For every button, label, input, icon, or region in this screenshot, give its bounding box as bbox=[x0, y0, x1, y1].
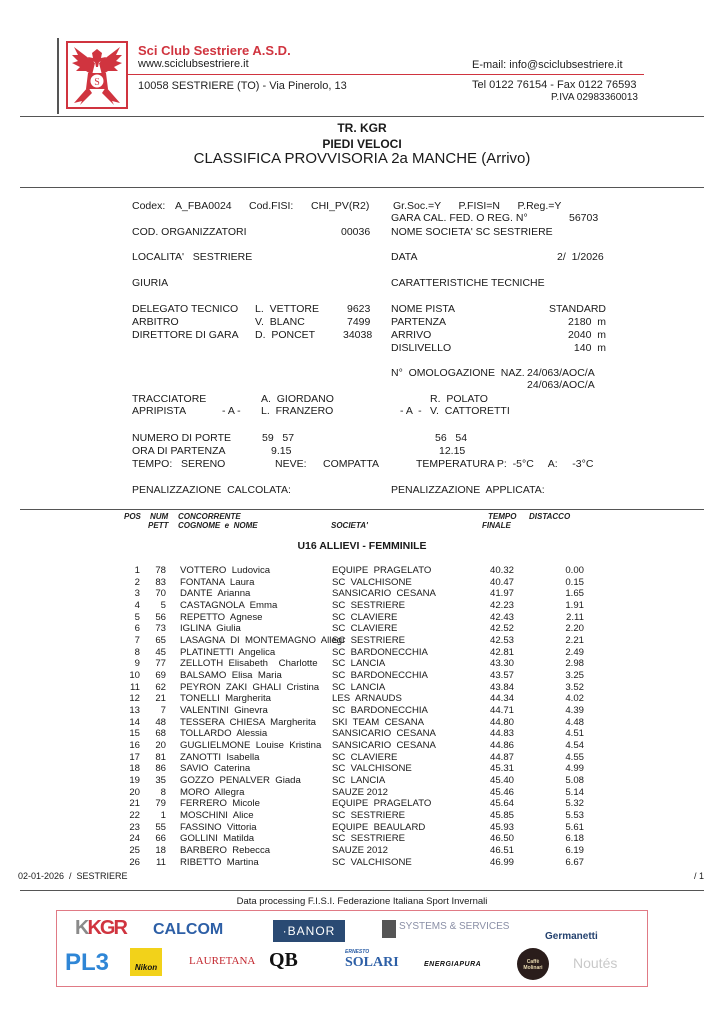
row-gap: 2.98 bbox=[565, 658, 584, 670]
penalizzazione-applicata: PENALIZZAZIONE APPLICATA: bbox=[391, 484, 545, 496]
row-gap: 1.91 bbox=[565, 600, 584, 611]
row-club: SC SESTRIERE bbox=[332, 635, 406, 646]
row-position: 8 bbox=[134, 646, 140, 658]
row-bib-number: 79 bbox=[155, 798, 166, 810]
row-club: SC SESTRIERE bbox=[332, 809, 406, 821]
row-final-time: 45.85 bbox=[489, 809, 514, 821]
col-header-distacco: DISTACCO bbox=[529, 512, 571, 521]
table-row bbox=[0, 857, 724, 868]
sponsor-lauretana-logo: LAURETANA bbox=[189, 955, 256, 967]
codex-label: Codex: bbox=[132, 200, 166, 212]
col-header-tempo: TEMPO bbox=[488, 512, 517, 521]
row-gap: 0.00 bbox=[565, 565, 584, 576]
tech-label: ARRIVO bbox=[391, 329, 432, 341]
row-club: SC BARDONECCHIA bbox=[332, 704, 428, 716]
row-club: SC SESTRIERE bbox=[332, 833, 406, 845]
row-position: 3 bbox=[134, 588, 140, 600]
row-final-time: 41.97 bbox=[489, 588, 514, 600]
row-athlete-name: IGLINA Giulia bbox=[180, 623, 241, 635]
row-final-time: 45.40 bbox=[489, 774, 514, 786]
col-header-cognome-nome: COGNOME e NOME bbox=[178, 521, 258, 530]
row-bib-number: 73 bbox=[155, 623, 166, 635]
header-vertical-rule bbox=[57, 38, 59, 114]
row-position: 18 bbox=[129, 763, 140, 775]
cod-org-value: 00036 bbox=[341, 226, 371, 238]
tech-label: DISLIVELLO bbox=[391, 342, 452, 354]
codfisi-value: CHI_PV(R2) bbox=[311, 200, 370, 212]
gara-label: GARA CAL. FED. O REG. N° bbox=[391, 212, 528, 224]
row-position: 4 bbox=[134, 600, 140, 611]
row-athlete-name: FERRERO Micole bbox=[180, 798, 260, 810]
row-gap: 3.52 bbox=[565, 681, 584, 693]
data-processing-note: Data processing F.I.S.I. Federazione Italiana Sport Invernali bbox=[236, 896, 488, 907]
row-gap: 2.21 bbox=[565, 635, 584, 646]
sponsor-solari-logo: SOLARI bbox=[345, 955, 399, 970]
row-gap: 6.18 bbox=[565, 833, 584, 845]
row-bib-number: 65 bbox=[155, 635, 166, 646]
club-vat: P.IVA 02983360013 bbox=[551, 92, 638, 103]
porte-1: 59 57 bbox=[262, 432, 295, 444]
sponsor-qb-logo: QB bbox=[269, 949, 298, 971]
row-club: SC VALCHISONE bbox=[332, 576, 412, 588]
title-divider bbox=[20, 187, 704, 188]
row-athlete-name: FASSINO Vittoria bbox=[180, 821, 257, 833]
col-header-num: NUM bbox=[150, 512, 169, 521]
table-row bbox=[0, 775, 724, 786]
footer-divider bbox=[20, 890, 704, 891]
row-club: SC SESTRIERE bbox=[332, 600, 406, 611]
row-gap: 5.14 bbox=[565, 786, 584, 798]
societa-label: NOME SOCIETA' SC SESTRIERE bbox=[391, 226, 553, 238]
row-position: 19 bbox=[129, 774, 140, 786]
row-gap: 3.25 bbox=[565, 669, 584, 681]
row-gap: 2.20 bbox=[565, 623, 584, 635]
row-position: 6 bbox=[134, 623, 140, 635]
row-bib-number: 5 bbox=[160, 600, 166, 611]
club-email-link[interactable]: E-mail: info@sciclubsestriere.it bbox=[472, 59, 623, 71]
row-final-time: 45.64 bbox=[489, 798, 514, 810]
neve-value: COMPATTA bbox=[323, 458, 379, 470]
row-bib-number: 56 bbox=[155, 611, 166, 623]
flags: Gr.Soc.=Y P.FISI=N P.Reg.=Y bbox=[393, 200, 562, 212]
col-header-finale: FINALE bbox=[482, 521, 511, 530]
row-final-time: 45.93 bbox=[489, 821, 514, 833]
footer-date-place: 02-01-2026 / SESTRIERE bbox=[18, 871, 128, 881]
club-phone-fax: Tel 0122 76154 - Fax 0122 76593 bbox=[472, 79, 637, 91]
row-athlete-name: TONELLI Margherita bbox=[180, 693, 271, 705]
data-label: DATA bbox=[391, 251, 418, 263]
table-row bbox=[0, 693, 724, 704]
row-position: 22 bbox=[129, 809, 140, 821]
row-final-time: 42.53 bbox=[489, 635, 514, 646]
row-athlete-name: RIBETTO Martina bbox=[180, 856, 259, 868]
row-position: 14 bbox=[129, 716, 140, 728]
row-bib-number: 1 bbox=[160, 809, 166, 821]
club-website-link[interactable]: www.sciclubsestriere.it bbox=[138, 58, 249, 70]
row-final-time: 44.80 bbox=[489, 716, 514, 728]
col-header-concorrente: CONCORRENTE bbox=[178, 512, 241, 521]
row-athlete-name: GOLLINI Matilda bbox=[180, 833, 255, 845]
row-bib-number: 62 bbox=[155, 681, 166, 693]
ora-label: ORA DI PARTENZA bbox=[132, 445, 226, 457]
sponsor-box bbox=[56, 910, 648, 987]
table-row bbox=[0, 798, 724, 809]
row-bib-number: 70 bbox=[155, 588, 166, 600]
row-gap: 5.61 bbox=[565, 821, 584, 833]
row-athlete-name: BARBERO Rebecca bbox=[180, 844, 271, 856]
table-row bbox=[0, 717, 724, 728]
sponsor-pl3-logo: PL3 bbox=[65, 949, 110, 976]
row-club: SC VALCHISONE bbox=[332, 856, 412, 868]
row-gap: 5.32 bbox=[565, 798, 584, 810]
row-gap: 4.99 bbox=[565, 763, 584, 775]
row-final-time: 44.34 bbox=[489, 693, 514, 705]
row-gap: 4.55 bbox=[565, 751, 584, 763]
omologazione-2: 24/063/AOC/A bbox=[527, 379, 595, 391]
row-bib-number: 66 bbox=[155, 833, 166, 845]
row-bib-number: 21 bbox=[155, 693, 166, 705]
row-final-time: 44.83 bbox=[489, 728, 514, 740]
row-club: SC VALCHISONE bbox=[332, 763, 412, 775]
table-row bbox=[0, 845, 724, 856]
table-row bbox=[0, 647, 724, 658]
club-name: Sci Club Sestriere A.S.D. bbox=[138, 43, 291, 58]
sponsor-solari-top: ERNESTO bbox=[345, 949, 370, 955]
tech-label: NOME PISTA bbox=[391, 303, 455, 315]
apripista-2: V. CATTORETTI bbox=[430, 405, 510, 417]
sponsor-banor-logo: ·BANOR bbox=[273, 920, 345, 942]
row-final-time: 44.86 bbox=[489, 739, 514, 751]
table-row bbox=[0, 670, 724, 681]
table-row bbox=[0, 763, 724, 774]
table-row bbox=[0, 728, 724, 739]
giuria-label: GIURIA bbox=[132, 277, 169, 289]
row-bib-number: 55 bbox=[155, 821, 166, 833]
row-position: 9 bbox=[134, 658, 140, 670]
info-divider bbox=[20, 509, 704, 510]
omologazione-1: 24/063/AOC/A bbox=[527, 367, 595, 379]
row-gap: 5.53 bbox=[565, 809, 584, 821]
row-athlete-name: TOLLARDO Alessia bbox=[180, 728, 268, 740]
table-row bbox=[0, 635, 724, 646]
col-header-pett: PETT bbox=[148, 521, 169, 530]
row-club: SAUZE 2012 bbox=[332, 786, 388, 798]
row-bib-number: 81 bbox=[155, 751, 166, 763]
eagle-icon bbox=[68, 43, 126, 107]
row-bib-number: 11 bbox=[156, 856, 166, 868]
race-title-line3: CLASSIFICA PROVVISORIA 2a MANCHE (Arrivo) bbox=[193, 150, 531, 167]
row-athlete-name: LASAGNA DI MONTEMAGNO Allegr bbox=[180, 635, 346, 646]
row-bib-number: 35 bbox=[155, 774, 166, 786]
row-position: 1 bbox=[134, 565, 140, 576]
table-row bbox=[0, 658, 724, 669]
gara-number: 56703 bbox=[569, 212, 599, 224]
row-athlete-name: PLATINETTI Angelica bbox=[180, 646, 276, 658]
row-final-time: 46.50 bbox=[489, 833, 514, 845]
official-role: DELEGATO TECNICO bbox=[132, 303, 239, 315]
row-final-time: 45.31 bbox=[489, 763, 514, 775]
row-athlete-name: DANTE Arianna bbox=[180, 588, 251, 600]
table-row bbox=[0, 600, 724, 611]
row-gap: 2.49 bbox=[565, 646, 584, 658]
race-title-line2: PIEDI VELOCI bbox=[322, 137, 402, 151]
svg-text:S: S bbox=[94, 77, 100, 88]
row-final-time: 44.71 bbox=[489, 704, 514, 716]
row-club: SANSICARIO CESANA bbox=[332, 739, 436, 751]
ora-2: 12.15 bbox=[439, 445, 466, 457]
table-row bbox=[0, 833, 724, 844]
table-row bbox=[0, 810, 724, 821]
porte-label: NUMERO DI PORTE bbox=[132, 432, 231, 444]
row-club: EQUIPE PRAGELATO bbox=[332, 798, 432, 810]
race-title-line1: TR. KGR bbox=[337, 121, 387, 135]
row-position: 2 bbox=[134, 576, 140, 588]
row-bib-number: 18 bbox=[155, 844, 166, 856]
row-athlete-name: BALSAMO Elisa Maria bbox=[180, 669, 282, 681]
row-bib-number: 86 bbox=[155, 763, 166, 775]
row-club: SC BARDONECCHIA bbox=[332, 646, 428, 658]
sponsor-calcom-logo: CALCOM bbox=[153, 921, 224, 938]
row-position: 26 bbox=[129, 856, 140, 868]
row-gap: 6.67 bbox=[565, 856, 584, 868]
table-row bbox=[0, 740, 724, 751]
apripista-a1: - A - bbox=[222, 405, 241, 417]
official-code: 34038 bbox=[343, 329, 373, 341]
row-club: SANSICARIO CESANA bbox=[332, 728, 436, 740]
official-code: 9623 bbox=[347, 303, 371, 315]
row-athlete-name: GOZZO PENALVER Giada bbox=[180, 774, 301, 786]
tracciatore-1: A. GIORDANO bbox=[261, 393, 334, 405]
row-athlete-name: FONTANA Laura bbox=[180, 576, 255, 588]
row-gap: 2.11 bbox=[566, 611, 584, 623]
table-row bbox=[0, 612, 724, 623]
row-position: 10 bbox=[129, 669, 140, 681]
row-bib-number: 7 bbox=[160, 704, 166, 716]
table-row bbox=[0, 705, 724, 716]
row-club: SC LANCIA bbox=[332, 658, 386, 670]
codfisi-label: Cod.FISI: bbox=[249, 200, 294, 212]
row-final-time: 43.30 bbox=[489, 658, 514, 670]
codex-value: A_FBA0024 bbox=[175, 200, 232, 212]
row-athlete-name: ZANOTTI Isabella bbox=[180, 751, 260, 763]
ora-1: 9.15 bbox=[271, 445, 292, 457]
sponsor-germanetti-logo: Germanetti bbox=[545, 931, 598, 942]
row-gap: 5.08 bbox=[565, 774, 584, 786]
row-gap: 1.65 bbox=[565, 588, 584, 600]
table-row bbox=[0, 623, 724, 634]
row-athlete-name: ZELLOTH Elisabeth Charlotte bbox=[180, 658, 318, 670]
row-bib-number: 48 bbox=[155, 716, 166, 728]
row-athlete-name: VALENTINI Ginevra bbox=[180, 704, 268, 716]
cod-org-label: COD. ORGANIZZATORI bbox=[132, 226, 247, 238]
row-position: 23 bbox=[129, 821, 140, 833]
row-position: 13 bbox=[129, 704, 140, 716]
row-final-time: 40.32 bbox=[489, 565, 514, 576]
tech-value: 2040 m bbox=[568, 329, 606, 341]
row-bib-number: 78 bbox=[155, 565, 166, 576]
neve-label: NEVE: bbox=[275, 458, 307, 470]
club-logo bbox=[66, 41, 128, 109]
header-red-divider bbox=[128, 74, 644, 75]
row-bib-number: 45 bbox=[155, 646, 166, 658]
row-position: 17 bbox=[129, 751, 140, 763]
row-club: SC LANCIA bbox=[332, 681, 386, 693]
official-name: V. BLANC bbox=[255, 316, 305, 328]
row-final-time: 42.23 bbox=[489, 600, 514, 611]
sponsor-systems-logo: SYSTEMS & SERVICES bbox=[399, 921, 510, 932]
row-club: SC CLAVIERE bbox=[332, 623, 398, 635]
localita: LOCALITA' SESTRIERE bbox=[132, 251, 253, 263]
row-gap: 4.48 bbox=[565, 716, 584, 728]
row-bib-number: 8 bbox=[160, 786, 166, 798]
sponsor-nikon-logo: Nikon bbox=[130, 948, 162, 976]
row-final-time: 43.84 bbox=[489, 681, 514, 693]
col-header-societa: SOCIETA' bbox=[331, 521, 368, 530]
row-athlete-name: CASTAGNOLA Emma bbox=[180, 600, 278, 611]
apripista-label: APRIPISTA bbox=[132, 405, 187, 417]
row-bib-number: 77 bbox=[155, 658, 166, 670]
row-club: SC BARDONECCHIA bbox=[332, 669, 428, 681]
row-club: LES ARNAUDS bbox=[332, 693, 402, 705]
official-code: 7499 bbox=[347, 316, 371, 328]
row-gap: 4.02 bbox=[565, 693, 584, 705]
row-final-time: 42.52 bbox=[489, 623, 514, 635]
row-position: 24 bbox=[129, 833, 140, 845]
row-gap: 4.51 bbox=[565, 728, 584, 740]
row-athlete-name: SAVIO Caterina bbox=[180, 763, 251, 775]
row-final-time: 45.46 bbox=[489, 786, 514, 798]
row-final-time: 46.51 bbox=[489, 844, 514, 856]
tech-value: 2180 m bbox=[568, 316, 606, 328]
row-final-time: 42.43 bbox=[489, 611, 514, 623]
row-final-time: 40.47 bbox=[489, 576, 514, 588]
apripista-1: L. FRANZERO bbox=[261, 405, 334, 417]
official-role: ARBITRO bbox=[132, 316, 179, 328]
table-row bbox=[0, 588, 724, 599]
row-gap: 6.19 bbox=[565, 844, 584, 856]
row-bib-number: 68 bbox=[155, 728, 166, 740]
tracciatore-2: R. POLATO bbox=[430, 393, 488, 405]
sponsor-energiapura-logo: ENERGIAPURA bbox=[424, 961, 482, 968]
row-bib-number: 83 bbox=[155, 576, 166, 588]
club-address: 10058 SESTRIERE (TO) - Via Pinerolo, 13 bbox=[138, 80, 347, 92]
row-final-time: 43.57 bbox=[489, 669, 514, 681]
row-club: EQUIPE BEAULARD bbox=[332, 821, 426, 833]
row-club: SC CLAVIERE bbox=[332, 611, 398, 623]
row-gap: 4.39 bbox=[565, 704, 584, 716]
tech-value: STANDARD bbox=[549, 303, 606, 315]
table-row bbox=[0, 565, 724, 576]
row-athlete-name: REPETTO Agnese bbox=[180, 611, 263, 623]
row-athlete-name: VOTTERO Ludovica bbox=[180, 565, 271, 576]
row-athlete-name: TESSERA CHIESA Margherita bbox=[180, 716, 316, 728]
sponsor-molinari-logo: Caffè Molinari bbox=[517, 948, 549, 980]
row-club: EQUIPE PRAGELATO bbox=[332, 565, 432, 576]
omologazione-label: N° OMOLOGAZIONE NAZ. bbox=[391, 367, 525, 379]
footer-page-number: / 1 bbox=[693, 871, 704, 881]
sponsor-systems-mark bbox=[382, 920, 396, 938]
table-row bbox=[0, 577, 724, 588]
table-row bbox=[0, 752, 724, 763]
row-athlete-name: MOSCHINI Alice bbox=[180, 809, 254, 821]
row-position: 5 bbox=[134, 611, 140, 623]
tech-label: PARTENZA bbox=[391, 316, 447, 328]
header-divider bbox=[20, 116, 704, 117]
row-position: 20 bbox=[129, 786, 140, 798]
porte-2: 56 54 bbox=[435, 432, 468, 444]
tempo-meteo: TEMPO: SERENO bbox=[132, 458, 226, 470]
category-heading: U16 ALLIEVI - FEMMINILE bbox=[297, 540, 427, 552]
row-bib-number: 20 bbox=[155, 739, 166, 751]
tracciatore-label: TRACCIATORE bbox=[132, 393, 207, 405]
col-header-pos: POS bbox=[124, 512, 141, 521]
row-position: 16 bbox=[129, 739, 140, 751]
temperatura: TEMPERATURA P: -5°C A: -3°C bbox=[416, 458, 594, 470]
official-role: DIRETTORE DI GARA bbox=[132, 329, 239, 341]
official-name: L. VETTORE bbox=[255, 303, 319, 315]
table-row bbox=[0, 682, 724, 693]
row-club: SC CLAVIERE bbox=[332, 751, 398, 763]
row-club: SANSICARIO CESANA bbox=[332, 588, 436, 600]
table-row bbox=[0, 787, 724, 798]
table-row bbox=[0, 822, 724, 833]
row-athlete-name: PEYRON ZAKI GHALI Cristina bbox=[180, 681, 320, 693]
row-club: SKI TEAM CESANA bbox=[332, 716, 425, 728]
row-position: 12 bbox=[129, 693, 140, 705]
row-position: 21 bbox=[129, 798, 140, 810]
row-bib-number: 69 bbox=[155, 669, 166, 681]
row-position: 11 bbox=[130, 681, 140, 693]
row-athlete-name: GUGLIELMONE Louise Kristina bbox=[180, 739, 322, 751]
row-final-time: 44.87 bbox=[489, 751, 514, 763]
row-final-time: 46.99 bbox=[489, 856, 514, 868]
row-final-time: 42.81 bbox=[489, 646, 514, 658]
row-club: SC LANCIA bbox=[332, 774, 386, 786]
sponsor-noutes-logo: Noutés bbox=[573, 955, 618, 971]
row-position: 25 bbox=[129, 844, 140, 856]
row-gap: 4.54 bbox=[565, 739, 584, 751]
row-position: 7 bbox=[134, 635, 140, 646]
data-value: 2/ 1/2026 bbox=[557, 251, 604, 263]
row-position: 15 bbox=[129, 728, 140, 740]
penalizzazione-calcolata: PENALIZZAZIONE CALCOLATA: bbox=[132, 484, 291, 496]
official-name: D. PONCET bbox=[255, 329, 316, 341]
apripista-a2: - A - bbox=[400, 405, 422, 417]
caratteristiche-label: CARATTERISTICHE TECNICHE bbox=[391, 277, 545, 289]
row-gap: 0.15 bbox=[565, 576, 584, 588]
sponsor-kgr-logo: KKGR bbox=[75, 917, 126, 939]
row-athlete-name: MORO Allegra bbox=[180, 786, 245, 798]
tech-value: 140 m bbox=[573, 342, 606, 354]
row-club: SAUZE 2012 bbox=[332, 844, 388, 856]
